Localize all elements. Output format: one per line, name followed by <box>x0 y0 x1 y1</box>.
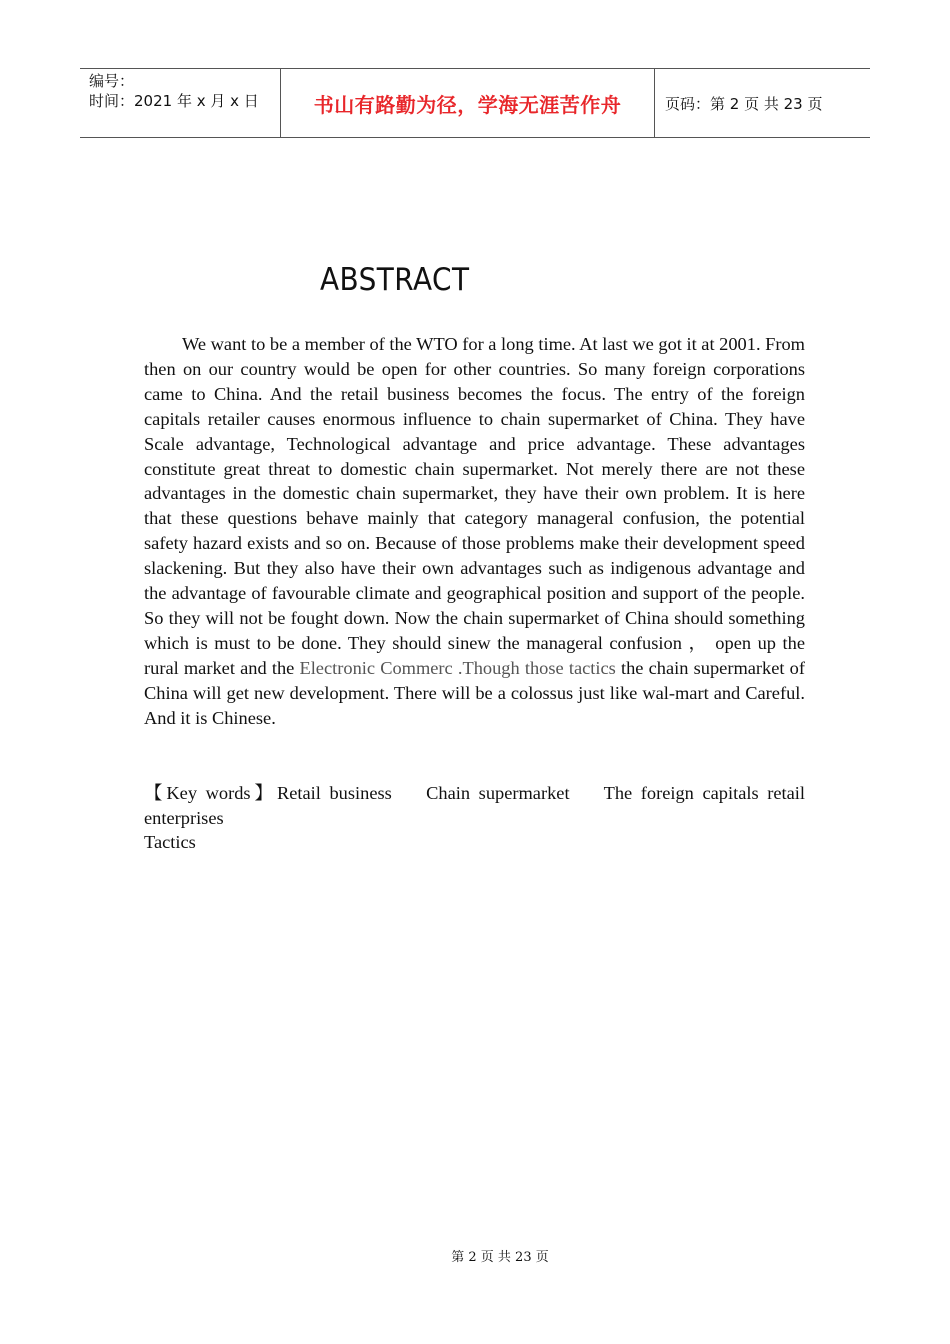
time-label: 时间：2021 年 x 月 x 日 <box>89 92 259 110</box>
header-motto-cell <box>281 69 655 137</box>
keywords-last: Tactics <box>144 832 196 852</box>
abstract-text-after: the chain supermarket of China will get new development. There will be a colossus just like wal-mart and Careful. And it is Chinese. <box>144 657 806 728</box>
header-page-info: 页码：第 2 页 共 23 页 <box>665 94 823 113</box>
page-footer: 第 2 页 共 23 页 <box>451 1250 549 1265</box>
keywords-line <box>144 781 810 830</box>
keywords-items: Retail business Chain supermarket The foreign capitals retail enterprises <box>144 783 810 828</box>
abstract-title: ABSTRACT <box>320 262 470 298</box>
page-header <box>80 68 870 138</box>
abstract-text-before: We want to be a member of the WTO for a long time. At last we got it at 2001. From then on our country would be open for other countries. So many foreign corporations came to China. And the retail business becomes the focus. The entry of the foreign capitals retailer causes enormous influence to chain supermarket of China. They have Scale advantage, Technological advantage and price advantage. These advantages constitute great threat to domestic chain supermarket. Not merely there are not these advantages in the domestic chain supermarket, they have their own problem. It is here that these questions behave mainly that category manageral confusion, the potential safety hazard exists and so on. Because of those problems make their development speed slackening. But they also have their own advantages such as indigenous advantage and the advantage of favourable climate and geographical position and support of the people. So they will not be fought down. Now the chain supermarket of China should something which is must to be done. They should sinew the manageral confusion ， open up the rural market and the <box>144 334 805 678</box>
abstract-text-highlight: Electronic Commerc .Though those tactics <box>299 657 616 678</box>
header-left-cell <box>80 69 281 137</box>
abstract-body <box>144 332 805 731</box>
keywords-label: 【Key words】 <box>144 783 277 803</box>
header-page-info-cell <box>655 69 870 137</box>
header-motto: 书山有路勤为径，学海无涯苦作舟 <box>313 92 622 117</box>
number-label: 编号： <box>89 72 135 90</box>
keywords-block <box>144 781 810 855</box>
